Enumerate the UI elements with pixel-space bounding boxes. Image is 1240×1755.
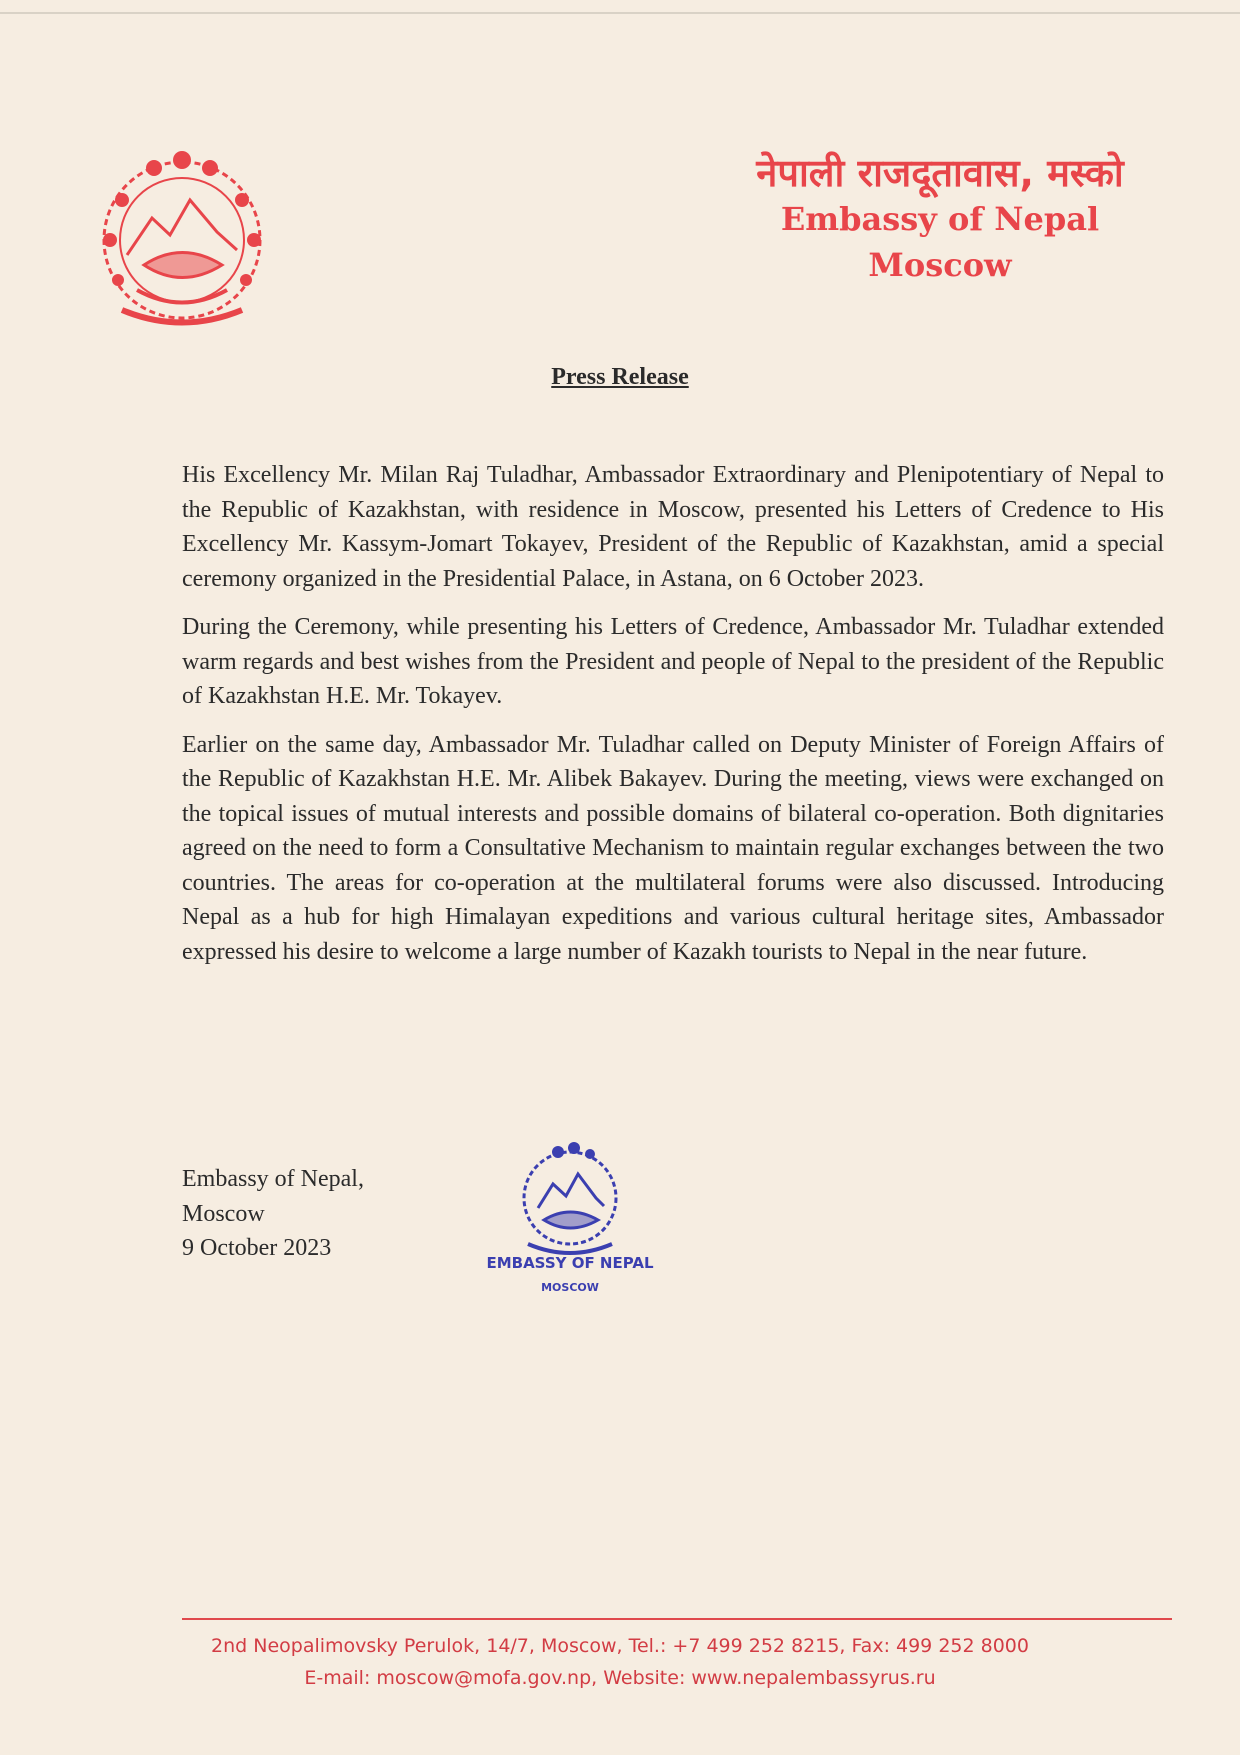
signoff-sender: Embassy of Nepal, bbox=[182, 1166, 364, 1192]
signoff-date: 9 October 2023 bbox=[182, 1235, 332, 1261]
letterhead-embassy: Embassy of Nepal bbox=[780, 200, 1100, 238]
stamp-text-bottom: MOSCOW bbox=[541, 1281, 599, 1294]
document-title: Press Release bbox=[551, 364, 689, 390]
paragraph: His Excellency Mr. Milan Raj Tuladhar, Ambassador Extraordinary and Plenipotentiary of Nepal to the Republic of Kazakhstan, with residence in Moscow, presented his Letters of Credence to His Excellency Mr. Kassym-Jomart Tokayev, President of the Republic of Kazakhstan, amid a special ceremony organized in the Presidential Palace, in Astana, on 6 October 2023. bbox=[182, 462, 1164, 592]
document-body bbox=[182, 458, 1164, 983]
embassy-stamp-icon bbox=[478, 1136, 662, 1298]
nepal-coat-of-arms-icon bbox=[82, 140, 282, 340]
footer-email-website: E-mail: moscow@mofa.gov.np, Website: www.nepalembassyrus.ru bbox=[304, 1667, 936, 1689]
letterhead-city: Moscow bbox=[868, 246, 1012, 284]
signoff-city: Moscow bbox=[182, 1200, 265, 1227]
paragraph: During the Ceremony, while presenting his Letters of Credence, Ambassador Mr. Tuladhar extended warm regards and best wishes from the President and people of Nepal to the president of the Republic of Kazakhstan H.E. Mr. Tokayev. bbox=[182, 614, 1164, 709]
stamp-text-top: EMBASSY OF NEPAL bbox=[486, 1254, 654, 1272]
letterhead bbox=[700, 150, 1180, 288]
footer-divider bbox=[182, 1618, 1172, 1620]
signoff-block bbox=[182, 1162, 364, 1266]
page-edge-divider bbox=[0, 12, 1240, 14]
footer-contact bbox=[0, 1630, 1240, 1694]
footer-address: 2nd Neopalimovsky Perulok, 14/7, Moscow, Tel.: +7 499 252 8215, Fax: 499 252 8000 bbox=[211, 1635, 1029, 1657]
letterhead-nepali: नेपाली राजदूतावास, मस्को bbox=[756, 151, 1124, 195]
paragraph: Earlier on the same day, Ambassador Mr. Tuladhar called on Deputy Minister of Foreign Affairs of the Republic of Kazakhstan H.E. Mr. Alibek Bakayev. During the meeting, views were exchanged on the topical issues of mutual interests and possible domains of bilateral co-operation. Both dignitaries agreed on the need to form a Consultative Mechanism to maintain regular exchanges between the two countries. The areas for co-operation at the multilateral forums were also discussed. Introducing Nepal as a hub for high Himalayan expeditions and various cultural heritage sites, Ambassador expressed his desire to welcome a large number of Kazakh tourists to Nepal in the near future. bbox=[182, 731, 1164, 965]
